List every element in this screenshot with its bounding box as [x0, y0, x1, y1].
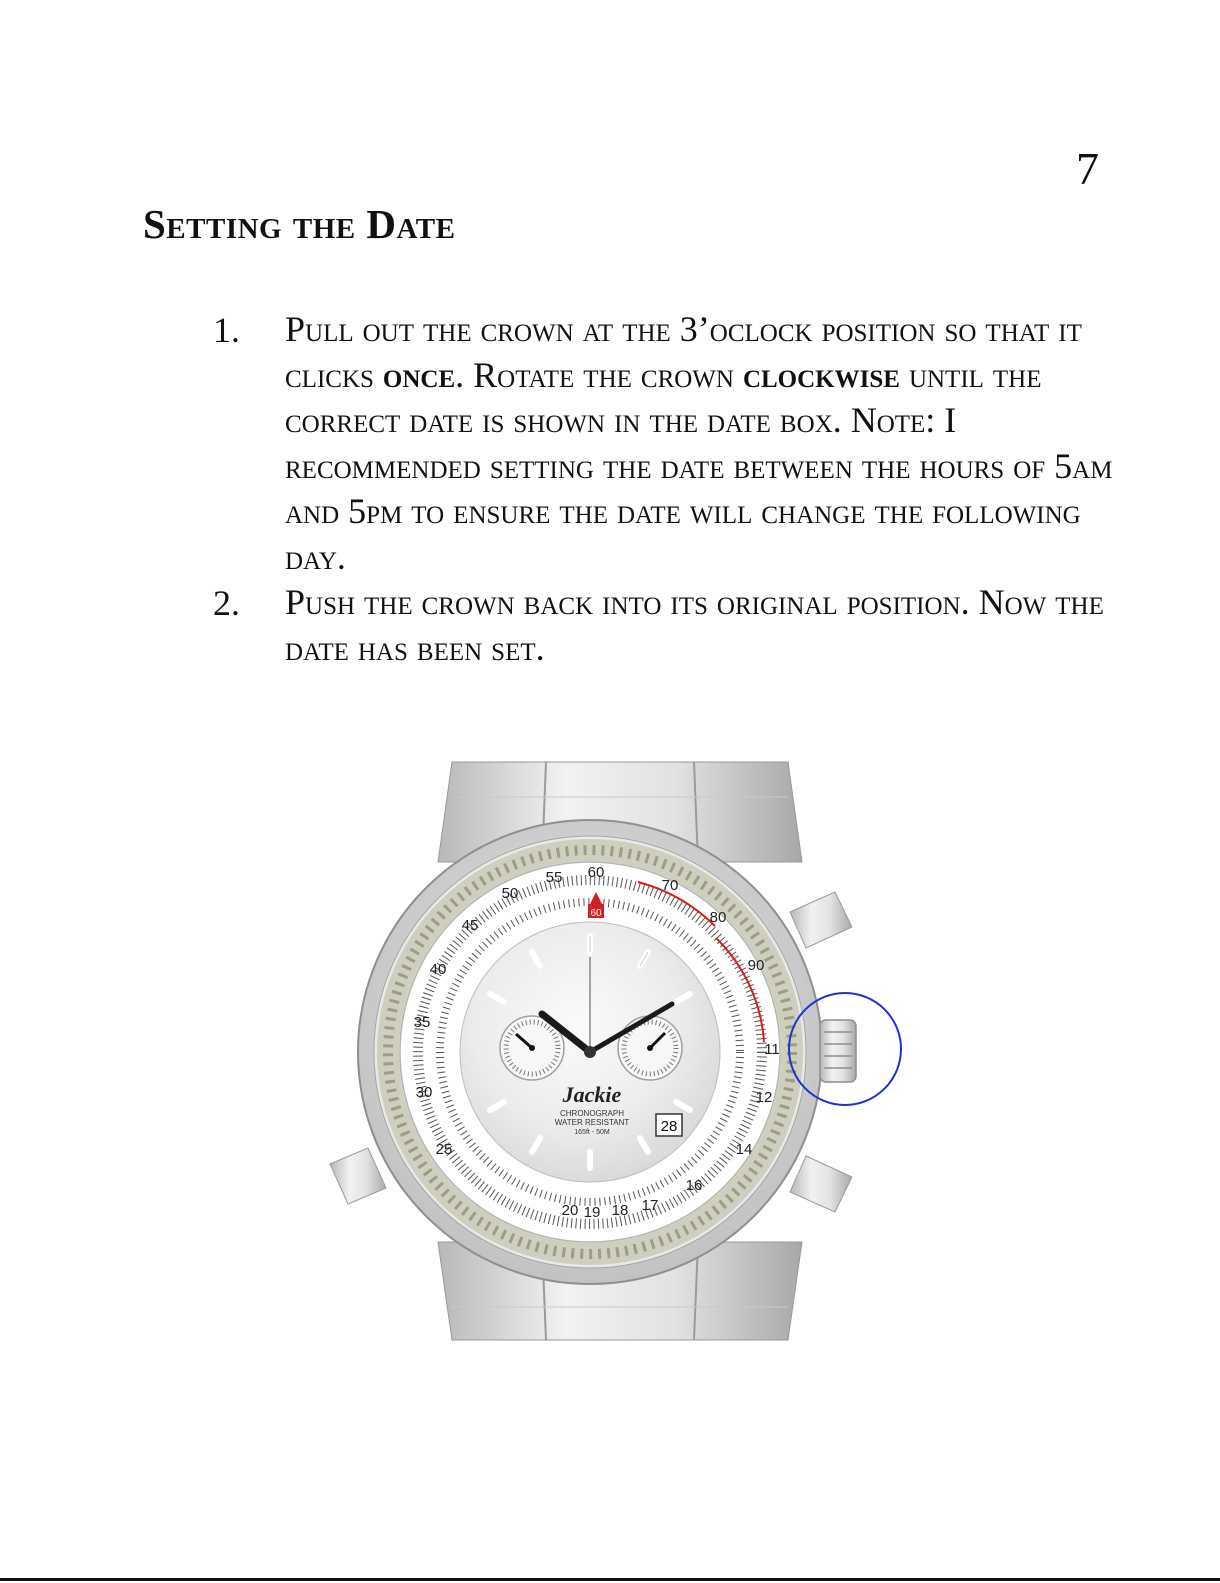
step-text-part: . Rotate the crown [455, 354, 743, 395]
instruction-step-1 [0, 307, 1220, 580]
rate-marker-label: 60 [590, 908, 602, 919]
emphasis-once: once [382, 354, 456, 395]
svg-text:90: 90 [747, 957, 765, 974]
svg-text:14: 14 [735, 1141, 753, 1158]
date-window-value: 28 [660, 1118, 678, 1135]
subdial-right [618, 1016, 682, 1080]
section-title: Setting the Date [143, 201, 456, 247]
date-window [656, 1114, 682, 1136]
instruction-step-2 [0, 580, 1220, 671]
svg-text:17: 17 [641, 1197, 659, 1214]
dial-line-2: WATER RESISTANT [554, 1118, 630, 1127]
svg-text:50: 50 [501, 885, 519, 902]
step-number: 2. [213, 583, 240, 623]
svg-text:70: 70 [661, 877, 679, 894]
svg-text:11: 11 [764, 1041, 780, 1058]
page-bottom-rule [0, 1578, 1220, 1581]
svg-text:30: 30 [415, 1084, 433, 1101]
svg-text:20: 20 [561, 1202, 579, 1219]
svg-text:45: 45 [461, 917, 479, 934]
watch-illustration [320, 752, 920, 1352]
svg-text:12: 12 [755, 1089, 773, 1106]
svg-text:16: 16 [685, 1177, 703, 1194]
bezel-top-number: 60 [587, 864, 605, 881]
crown-bottom-left [330, 1148, 386, 1204]
svg-text:40: 40 [429, 961, 447, 978]
step-text: Push the crown back into its original position. Now the date has been set. [285, 582, 1104, 668]
svg-text:25: 25 [435, 1141, 453, 1158]
pusher-top-right [790, 892, 852, 948]
step-number: 1. [213, 310, 240, 350]
instruction-list [0, 307, 1220, 671]
page-number: 7 [1076, 143, 1099, 194]
step-text [285, 307, 1115, 580]
brand-name: Jackie [562, 1082, 622, 1107]
crown-right [820, 1020, 856, 1082]
svg-text:19: 19 [583, 1204, 601, 1221]
svg-text:35: 35 [413, 1014, 431, 1031]
svg-text:55: 55 [545, 869, 563, 886]
dial-line-1: CHRONOGRAPH [559, 1109, 625, 1118]
pusher-bottom-right [790, 1156, 852, 1212]
step-text-part: Pull out the crown at the 3’oclock position so that it clicks [285, 309, 1082, 395]
step-text-part: until the correct date is shown in the date box. Note: I recommended setting the date between the hours of 5am and 5pm to ensure the date will change the following day. [285, 354, 1113, 577]
emphasis-clockwise: clockwise [742, 354, 900, 395]
dial-line-3: 165ft - 50M [574, 1129, 610, 1136]
svg-text:80: 80 [709, 909, 727, 926]
svg-text:18: 18 [611, 1202, 629, 1219]
